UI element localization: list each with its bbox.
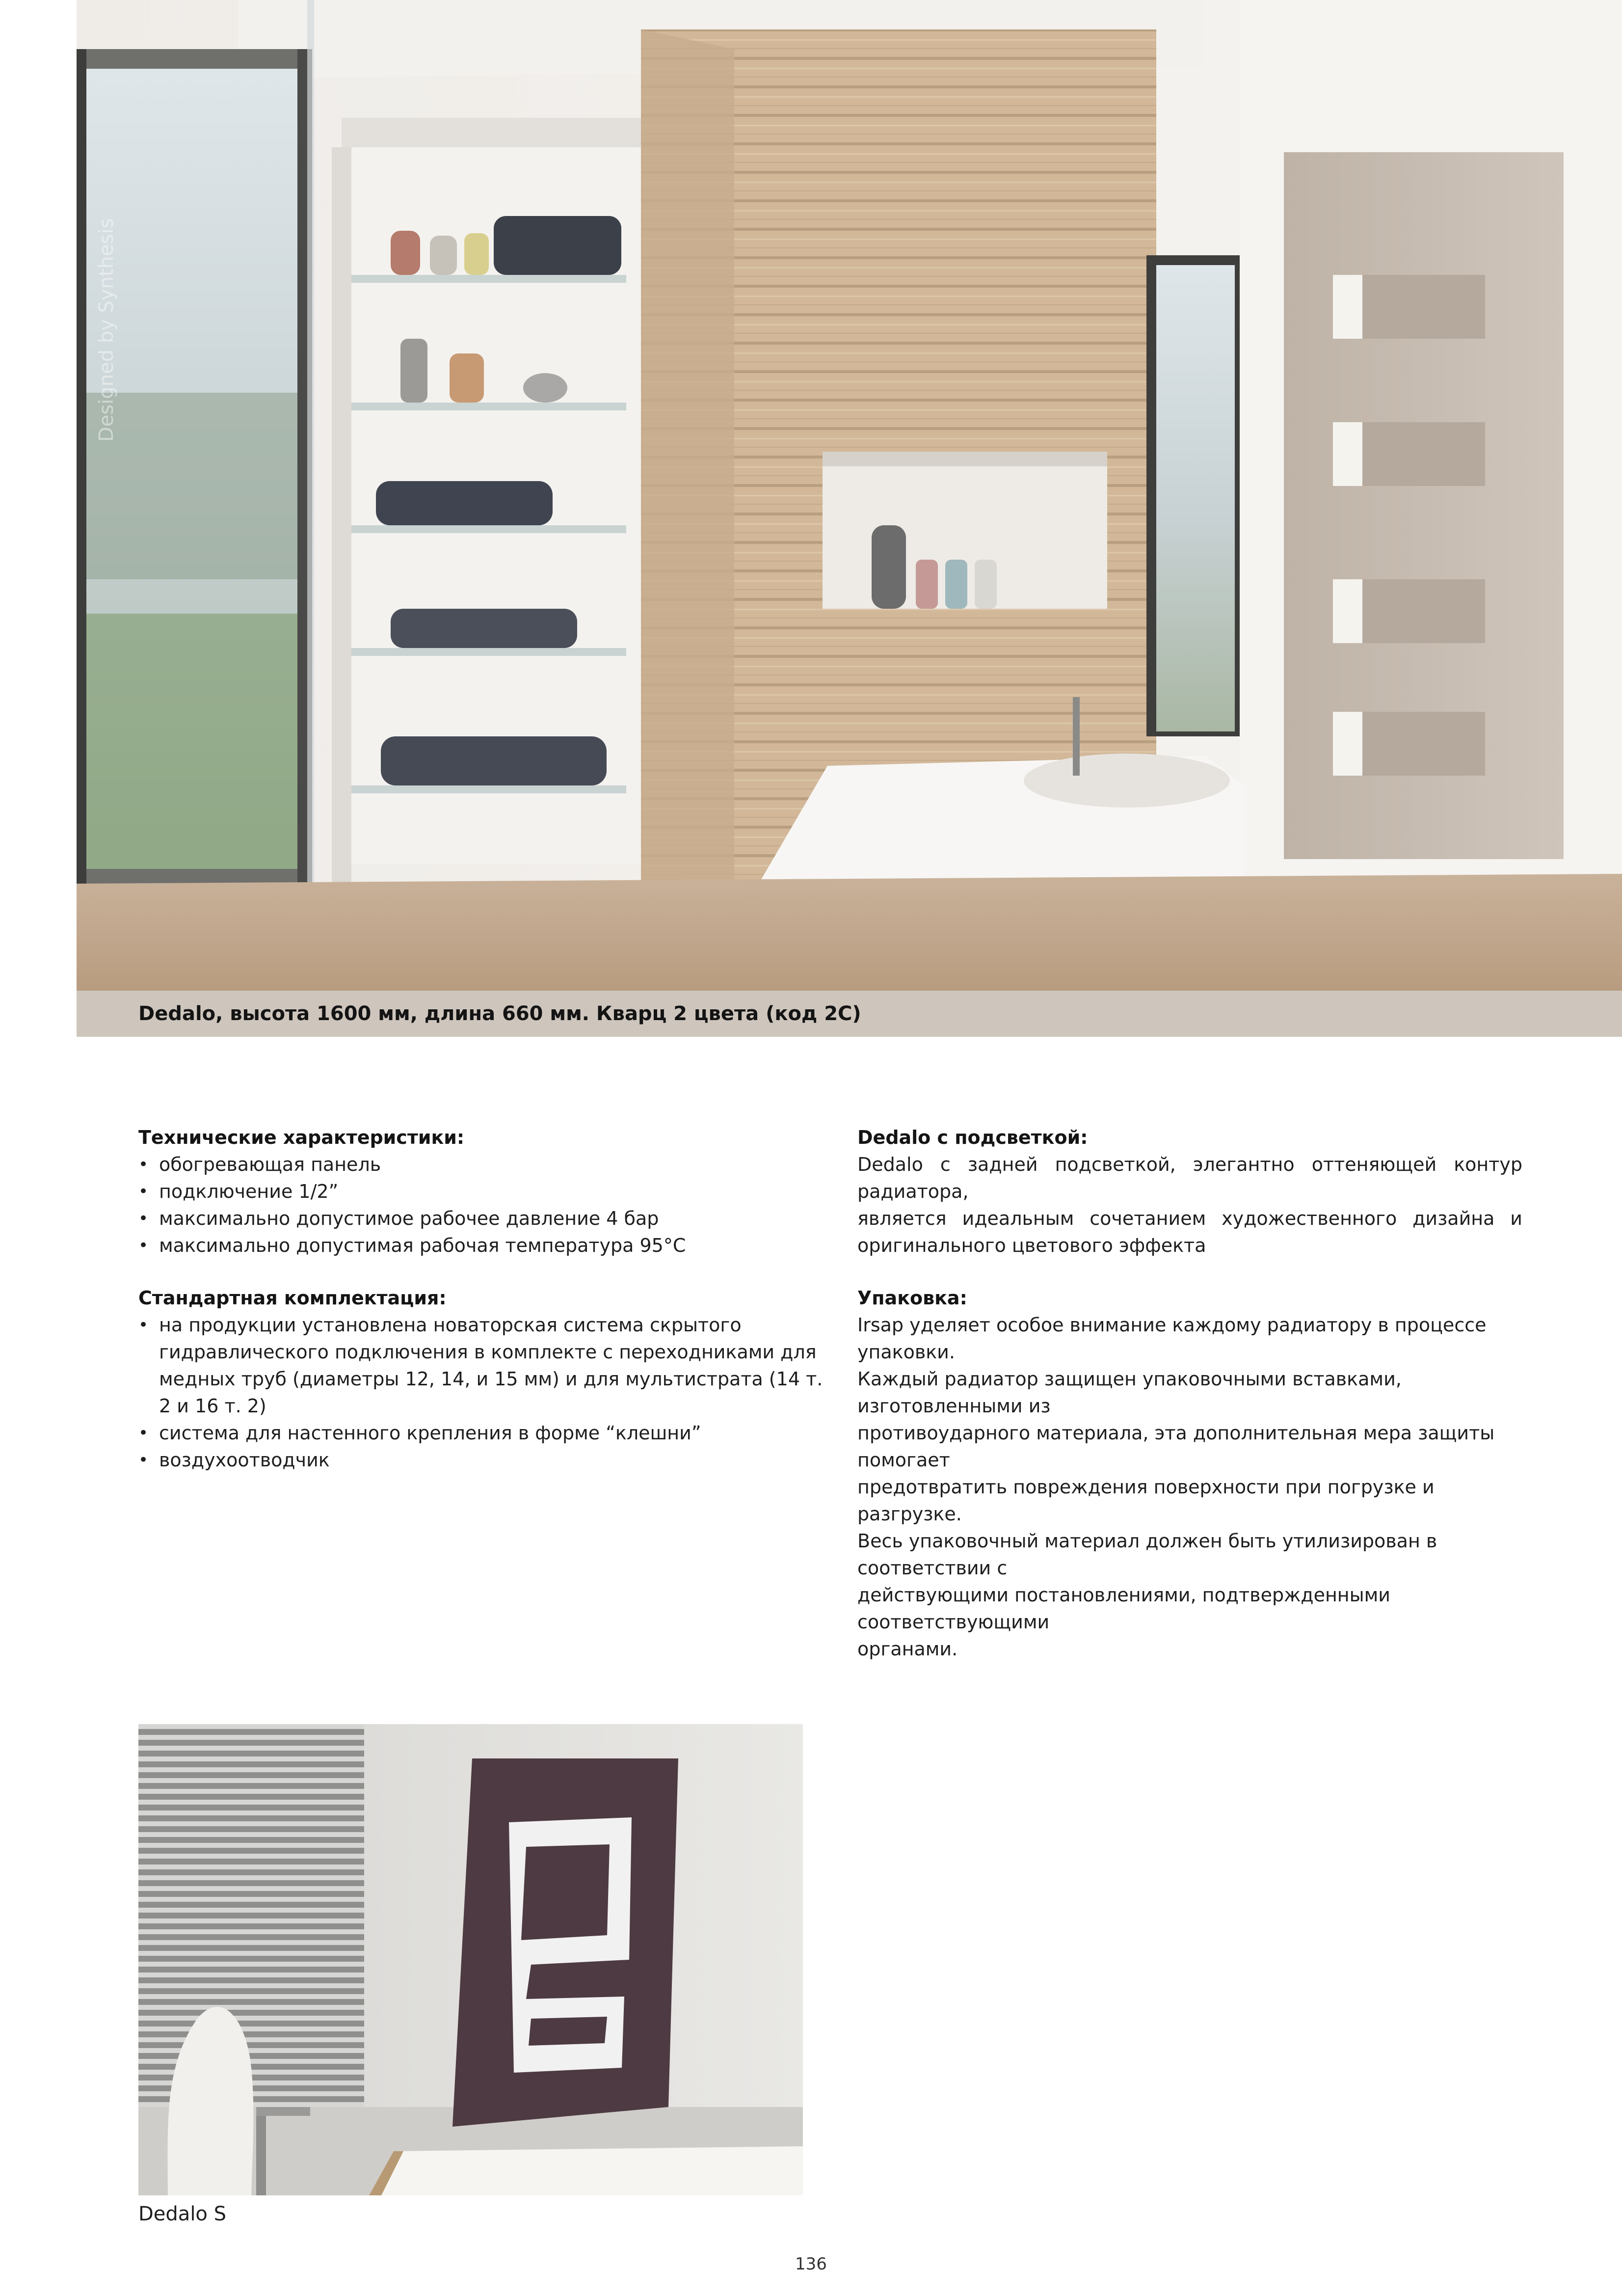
backlight-heading: Dedalo с подсветкой:	[857, 1127, 1088, 1148]
packaging-line-6: действующими постановлениями, подтвержденными соответствующими	[857, 1584, 1391, 1633]
standard-list	[138, 1312, 825, 1474]
hero-caption-bar	[77, 991, 1622, 1037]
standard-item-hydraulic-line-3: медных труб (диаметры 12, 14, и 15 мм) и для мультистрата (14 т. 2 и 16 т. 2)	[159, 1368, 823, 1417]
packaging-paragraph	[857, 1312, 1522, 1663]
packaging-line-7: органами.	[857, 1638, 958, 1660]
tech-item-temperature: • максимально допустимая рабочая температура 95°C	[138, 1232, 825, 1259]
bathroom-scene-illustration	[77, 0, 1622, 991]
standard-item-mount: • система для настенного крепления в форме “клешни”	[138, 1420, 825, 1447]
packaging-line-5: Весь упаковочный материал должен быть утилизирован в соответствии с	[857, 1530, 1437, 1579]
packaging-line-3: противоударного материала, эта дополнительная мера защиты помогает	[857, 1422, 1495, 1471]
backlight-line-2: является идеальным сочетанием художественного дизайна и	[857, 1208, 1522, 1229]
tech-item-pressure: • максимально допустимое рабочее давление 4 бар	[138, 1205, 825, 1232]
backlight-line-1: Dedalo с задней подсветкой, элегантно оттеняющей контур радиатора,	[857, 1154, 1522, 1202]
standard-item-air-vent: • воздухоотводчик	[138, 1447, 825, 1474]
standard-heading: Стандартная комплектация:	[138, 1287, 447, 1309]
packaging-line-2: Каждый радиатор защищен упаковочными вставками, изготовленными из	[857, 1368, 1402, 1417]
tech-list	[138, 1151, 825, 1259]
tech-heading: Технические характеристики:	[138, 1127, 465, 1148]
backlight-paragraph	[857, 1151, 1522, 1259]
packaging-line-1: Irsap уделяет особое внимание каждому радиатору в процессе упаковки.	[857, 1314, 1487, 1363]
backlight-line-3: оригинального цветового эффекта	[857, 1235, 1206, 1256]
tech-item-connection: • подключение 1/2”	[138, 1178, 825, 1205]
packaging-heading: Упаковка:	[857, 1287, 967, 1309]
right-text-column	[857, 1124, 1522, 1663]
page-number: 136	[795, 2254, 827, 2274]
hero-caption: Dedalo, высота 1600 мм, длина 660 мм. Кварц 2 цвета (код 2С)	[138, 1002, 861, 1025]
left-text-column	[138, 1124, 825, 1474]
dedalo-s-caption: Dedalo S	[138, 2203, 227, 2225]
standard-item-hydraulic-line-1: • на продукции установлена новаторская система скрытого	[159, 1314, 742, 1336]
packaging-line-4: предотвратить повреждения поверхности при погрузке и разгрузке.	[857, 1476, 1435, 1525]
standard-item-hydraulic	[138, 1312, 825, 1420]
watermark-text: Designed by Synthesis	[95, 218, 118, 442]
tech-item-panel: • обогревающая панель	[138, 1151, 825, 1178]
dedalo-s-photo	[138, 1724, 803, 2195]
hero-photo	[77, 0, 1622, 991]
standard-item-hydraulic-line-2: гидравлического подключения в комплекте с переходниками для	[159, 1341, 817, 1363]
dedalo-s-scene-illustration	[138, 1724, 803, 2195]
